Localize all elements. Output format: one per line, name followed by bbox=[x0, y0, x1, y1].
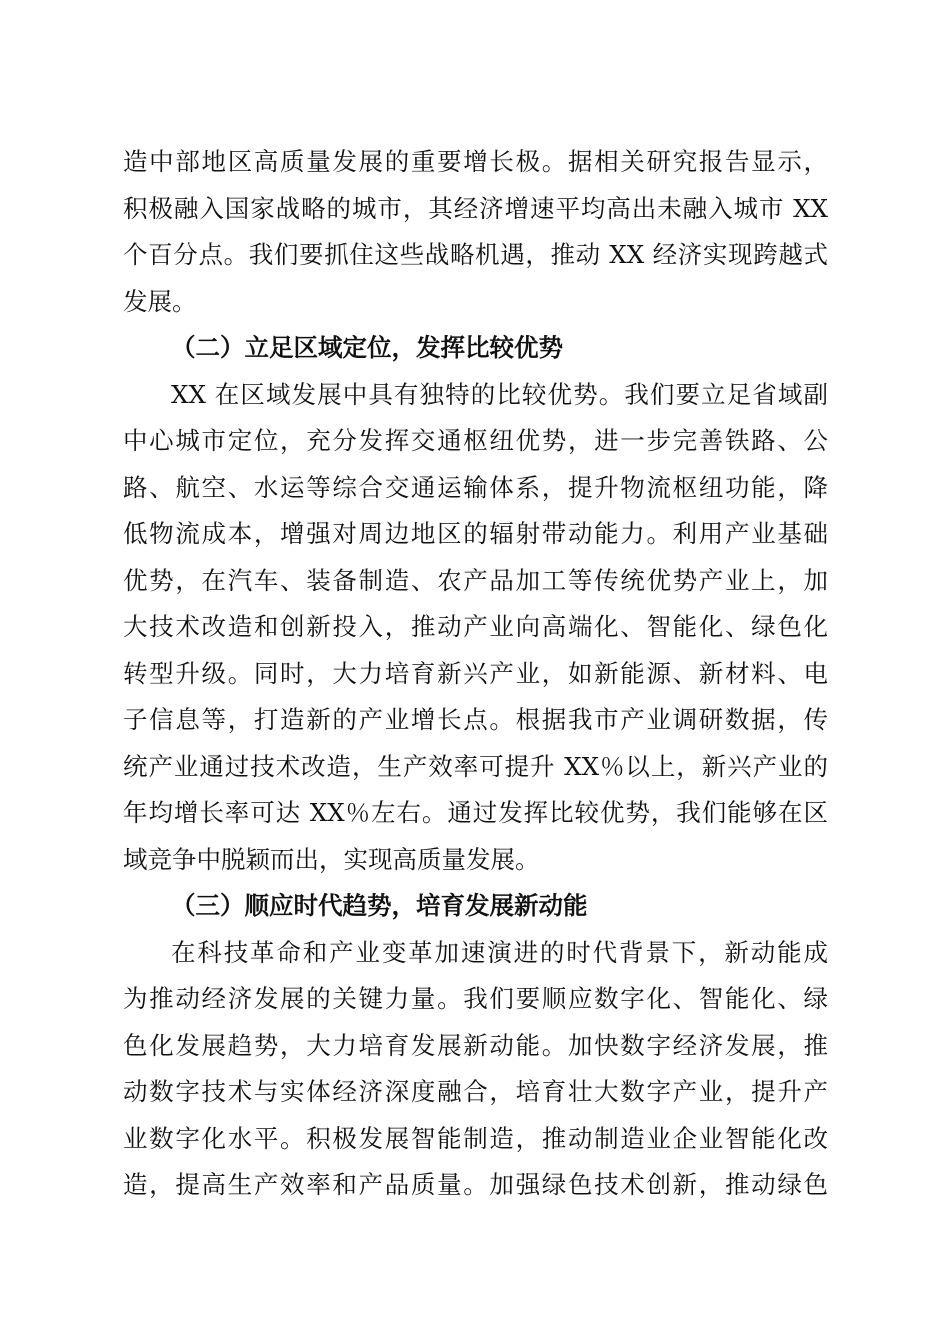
body-text-line: 在科技革命和产业变革加速演进的时代背景下，新动能成 bbox=[171, 938, 828, 967]
body-text-line: 色化发展趋势，大力培育发展新动能。加快数字经济发展，推 bbox=[123, 1031, 828, 1060]
body-text-line: 个百分点。我们要抓住这些战略机遇，推动 XX 经济实现跨越式 bbox=[123, 240, 828, 269]
body-text-line: 发展。 bbox=[123, 287, 197, 316]
body-text-line: 为推动经济发展的关键力量。我们要顺应数字化、智能化、绿 bbox=[123, 984, 828, 1013]
section-heading: （三）顺应时代趋势，培育发展新动能 bbox=[171, 891, 588, 920]
body-text-line: 转型升级。同时，大力培育新兴产业，如新能源、新材料、电 bbox=[123, 659, 828, 688]
body-text-line: 统产业通过技术改造，生产效率可提升 XX％以上，新兴产业的 bbox=[123, 752, 828, 781]
body-text-line: 年均增长率可达 XX％左右。通过发挥比较优势，我们能够在区 bbox=[123, 798, 828, 827]
body-text-line: 动数字技术与实体经济深度融合，培育壮大数字产业，提升产 bbox=[123, 1077, 828, 1106]
body-text-line: 中心城市定位，充分发挥交通枢纽优势，进一步完善铁路、公 bbox=[123, 426, 828, 455]
body-text-line: 路、航空、水运等综合交通运输体系，提升物流枢纽功能，降 bbox=[123, 473, 828, 502]
body-text-line: 低物流成本，增强对周边地区的辐射带动能力。利用产业基础 bbox=[123, 519, 828, 548]
body-text-line: 积极融入国家战略的城市，其经济增速平均高出未融入城市 XX bbox=[123, 194, 828, 223]
body-text-line: 业数字化水平。积极发展智能制造，推动制造业企业智能化改 bbox=[123, 1124, 828, 1153]
body-text-line: 域竞争中脱颖而出，实现高质量发展。 bbox=[123, 845, 540, 874]
body-text-line: XX 在区域发展中具有独特的比较优势。我们要立足省域副 bbox=[171, 380, 828, 409]
body-text-line: 造，提高生产效率和产品质量。加强绿色技术创新，推动绿色 bbox=[123, 1170, 828, 1199]
body-text-line: 优势，在汽车、装备制造、农产品加工等传统优势产业上，加 bbox=[123, 566, 828, 595]
body-text-line: 造中部地区高质量发展的重要增长极。据相关研究报告显示， bbox=[123, 147, 828, 176]
body-text-line: 大技术改造和创新投入，推动产业向高端化、智能化、绿色化 bbox=[123, 612, 828, 641]
section-heading: （二）立足区域定位，发挥比较优势 bbox=[171, 333, 563, 362]
body-text-line: 子信息等，打造新的产业增长点。根据我市产业调研数据，传 bbox=[123, 705, 828, 734]
